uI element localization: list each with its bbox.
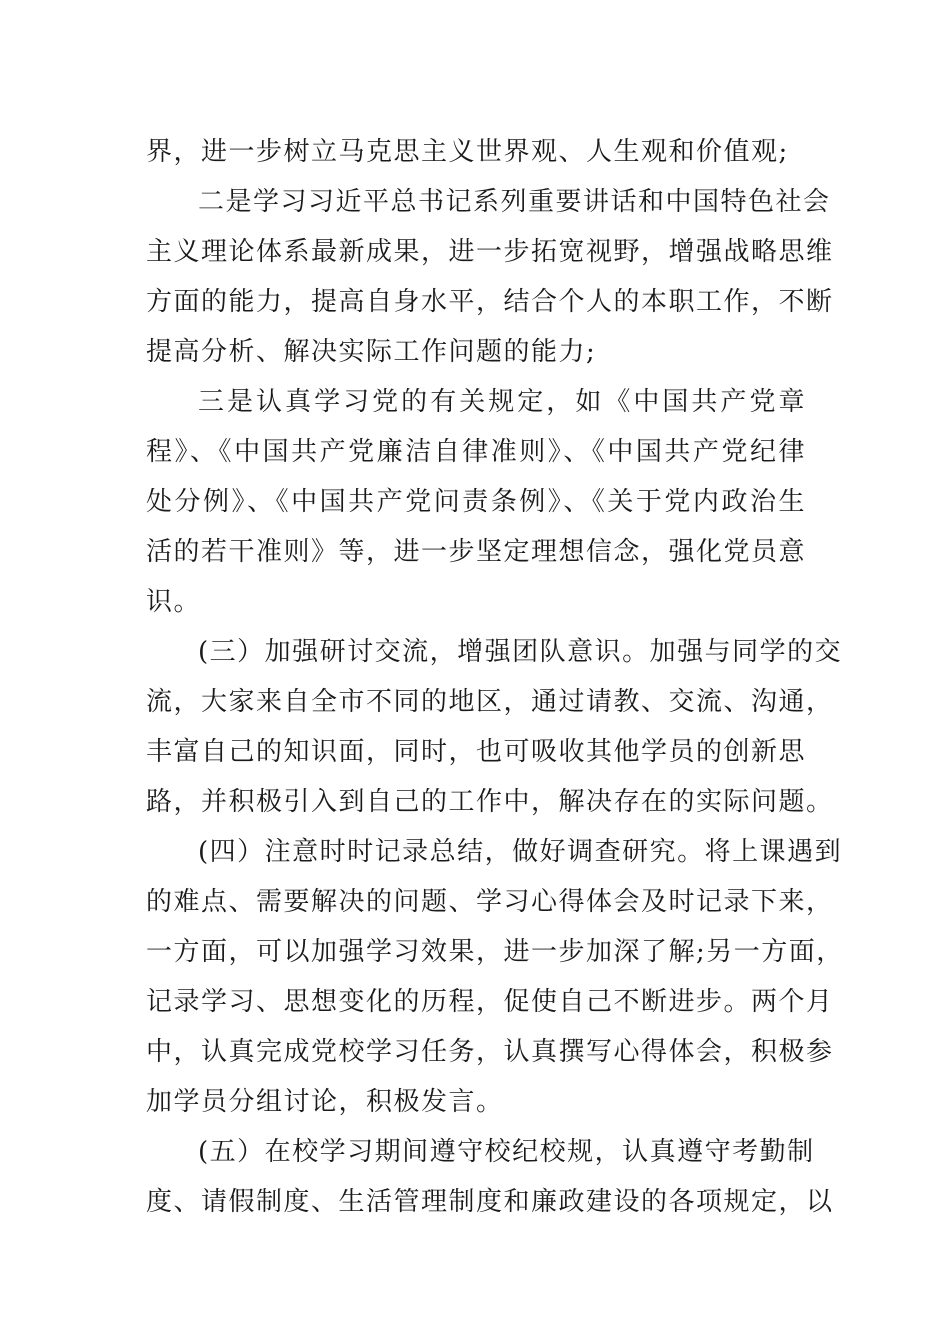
text-line: 丰富自己的知识面，同时，也可吸收其他学员的创新思: [146, 737, 807, 767]
text-line: 路，并积极引入到自己的工作中，解决存在的实际问题。: [146, 787, 834, 817]
text-line: 程》、《中国共产党廉洁自律准则》、《中国共产党纪律: [146, 437, 806, 467]
text-line: 记录学习、思想变化的历程，促使自己不断进步。两个月: [146, 987, 834, 1017]
text-line: (三）加强研讨交流，增强团队意识。加强与同学的交: [198, 637, 843, 667]
text-line: 提高分析、解决实际工作问题的能力;: [146, 337, 597, 367]
text-line: 加学员分组讨论，积极发言。: [146, 1087, 504, 1117]
text-line: 处分例》、《中国共产党问责条例》、《关于党内政治生: [146, 487, 806, 517]
text-line: 二是学习习近平总书记系列重要讲话和中国特色社会: [198, 187, 831, 217]
text-line: 界，进一步树立马克思主义世界观、人生观和价值观;: [146, 137, 789, 167]
text-line: 主义理论体系最新成果，进一步拓宽视野，增强战略思维: [146, 237, 834, 267]
text-line: 活的若干准则》等，进一步坚定理想信念，强化党员意: [146, 537, 807, 567]
text-line: 度、请假制度、生活管理制度和廉政建设的各项规定，以: [146, 1187, 834, 1217]
text-line: 的难点、需要解决的问题、学习心得体会及时记录下来，: [146, 887, 834, 917]
text-line: 方面的能力，提高自身水平，结合个人的本职工作，不断: [146, 287, 834, 317]
text-line: 三是认真学习党的有关规定，如《中国共产党章: [198, 387, 806, 417]
text-line: 识。: [146, 587, 202, 617]
text-line: 流，大家来自全市不同的地区，通过请教、交流、沟通，: [146, 687, 834, 717]
text-line: 一方面，可以加强学习效果，进一步加深了解;另一方面，: [146, 937, 844, 967]
text-line: 中，认真完成党校学习任务，认真撰写心得体会，积极参: [146, 1037, 834, 1067]
text-line: (五）在校学习期间遵守校纪校规，认真遵守考勤制: [198, 1137, 815, 1167]
text-line: (四）注意时时记录总结，做好调查研究。将上课遇到: [198, 837, 843, 867]
